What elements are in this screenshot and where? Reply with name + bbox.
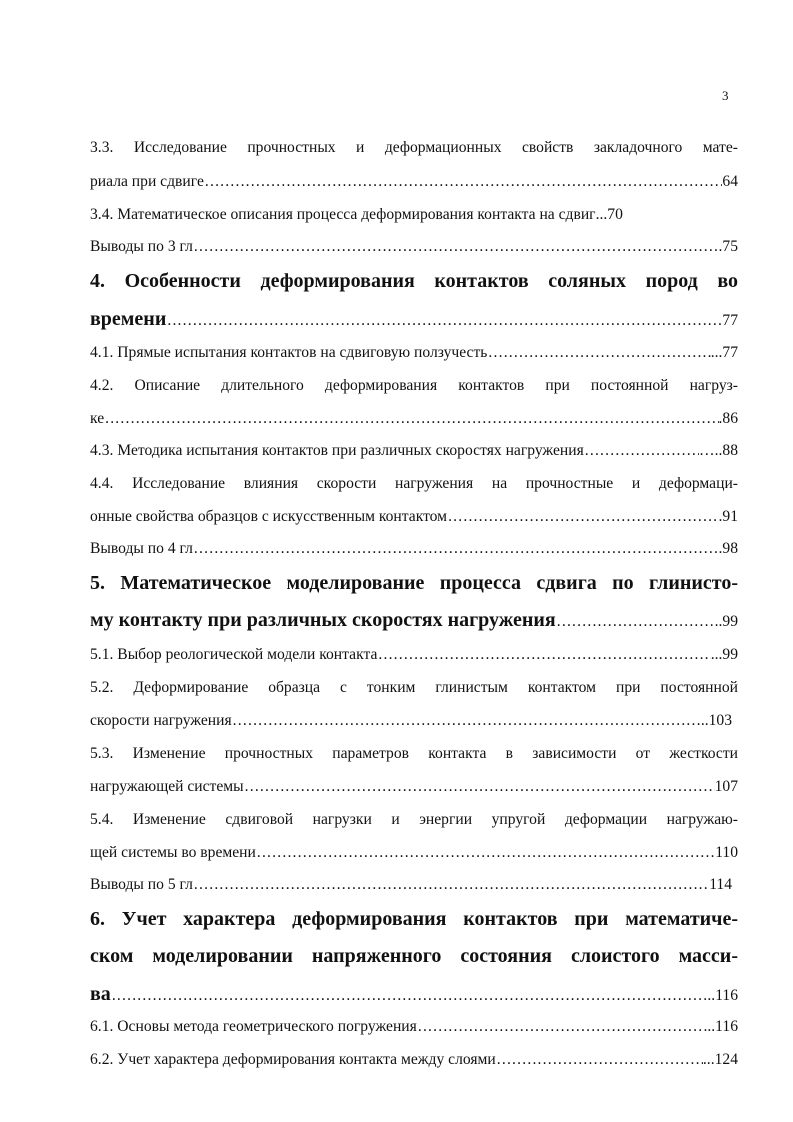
toc-page-ref: ...124 bbox=[702, 1051, 738, 1068]
toc-entry-4-3 bbox=[90, 441, 738, 461]
dot-leader bbox=[194, 539, 719, 559]
toc-entry-3-3 bbox=[90, 172, 738, 192]
toc-chapter-6-line-2: ском моделировании напряженного состояния слоистого масси- bbox=[90, 945, 738, 967]
toc-entry-title: Выводы по 4 гл bbox=[90, 540, 193, 557]
toc-line-5-4: 5.4. Изменение сдвиговой нагрузки и энергии упругой деформации нагружаю- bbox=[90, 811, 738, 828]
toc-page-ref: .75 bbox=[718, 238, 738, 255]
toc-page-ref: ...77 bbox=[710, 344, 738, 361]
toc-entry-title: 4.3. Методика испытания контактов при различных скоростях нагружения bbox=[90, 442, 584, 459]
toc-entry-title: 3.4. Математическое описания процесса деформирования контакта на сдвиг bbox=[90, 206, 596, 223]
toc-entry-title: риала при сдвиге bbox=[90, 173, 204, 190]
page-number: 3 bbox=[722, 88, 729, 103]
toc-chapter-5-line-1: 5. Математическое моделирование процесса сдвига по глинисто- bbox=[90, 572, 738, 594]
toc-entry-5-3 bbox=[90, 777, 738, 797]
toc-page-ref: ..99 bbox=[714, 613, 738, 630]
dot-leader bbox=[418, 1017, 704, 1037]
toc-chapter-6 bbox=[90, 981, 738, 1009]
toc-entry-conclusions-3 bbox=[90, 237, 738, 257]
toc-chapter-5 bbox=[90, 607, 738, 635]
toc-entry-5-1 bbox=[90, 645, 738, 665]
toc-entry-title: Выводы по 3 гл bbox=[90, 238, 193, 255]
toc-entry-3-4 bbox=[90, 205, 738, 225]
toc-entry-title: му контакту при различных скоростях нагружения bbox=[90, 609, 556, 631]
toc-page-ref: ..116 bbox=[707, 987, 738, 1004]
toc-page-ref: .86 bbox=[718, 410, 738, 427]
toc-line-4-2: 4.2. Описание длительного деформирования контактов при постоянной нагруз- bbox=[90, 377, 738, 394]
toc-entry-title: нагружающей системы bbox=[90, 778, 244, 795]
toc-entry-4-4 bbox=[90, 507, 738, 527]
toc-page-ref: 114 bbox=[709, 876, 732, 893]
dot-leader bbox=[245, 777, 715, 797]
toc-entry-conclusions-4 bbox=[90, 539, 738, 559]
toc-entry-title: времени bbox=[90, 308, 167, 330]
toc-line-4-4: 4.4. Исследование влияния скорости нагружения на прочностные и деформаци- bbox=[90, 475, 738, 492]
toc-entry-title: 6.2. Учет характера деформирования контакта между слоями bbox=[90, 1051, 496, 1068]
toc-entry-title: 6.1. Основы метода геометрического погружения bbox=[90, 1018, 417, 1035]
toc-entry-title: 4.1. Прямые испытания контактов на сдвиговую ползучесть bbox=[90, 344, 488, 361]
dot-leader bbox=[167, 308, 722, 334]
toc-entry-title: онные свойства образцов с искусственным контактом bbox=[90, 508, 448, 525]
toc-page-ref: ...116 bbox=[703, 1018, 738, 1035]
toc-entry-title: щей системы во времени bbox=[90, 844, 256, 861]
toc-entry-title: скорости нагружения bbox=[90, 712, 232, 729]
toc-entry-title: Выводы по 5 гл bbox=[90, 876, 193, 893]
toc-page-ref: .98 bbox=[718, 540, 738, 557]
toc-entry-5-4 bbox=[90, 843, 738, 863]
toc-chapter-4 bbox=[90, 306, 738, 334]
dot-leader bbox=[205, 172, 723, 192]
toc-page-ref: ..103 bbox=[700, 712, 732, 729]
dot-leader bbox=[194, 875, 709, 895]
dot-leader bbox=[448, 507, 718, 527]
dot-leader bbox=[585, 441, 699, 461]
toc-entry-5-2 bbox=[90, 711, 732, 731]
toc-entry-6-1 bbox=[90, 1017, 738, 1037]
toc-chapter-6-line-1: 6. Учет характера деформирования контактов при математиче- bbox=[90, 908, 738, 930]
toc-entry-title: ва bbox=[90, 983, 111, 1005]
toc-page-ref: ...99 bbox=[710, 646, 738, 663]
toc-entry-title: ке bbox=[90, 410, 105, 427]
toc-page-ref: 110 bbox=[715, 844, 738, 861]
toc-entry-4-1 bbox=[90, 343, 738, 363]
toc-chapter-4-line-1: 4. Особенности деформирования контактов соляных пород во bbox=[90, 270, 738, 292]
dot-leader bbox=[112, 983, 708, 1009]
dot-leader bbox=[233, 711, 701, 731]
toc-line-5-3: 5.3. Изменение прочностных параметров контакта в зависимости от жесткости bbox=[90, 745, 738, 762]
dot-leader bbox=[488, 343, 710, 363]
toc-entry-conclusions-5 bbox=[90, 875, 732, 895]
dot-leader bbox=[105, 409, 718, 429]
dot-leader bbox=[557, 609, 715, 635]
toc-page-ref: …..88 bbox=[699, 442, 738, 459]
dot-leader bbox=[378, 645, 710, 665]
dot-leader bbox=[497, 1050, 703, 1070]
toc-page-ref: 77 bbox=[722, 312, 738, 329]
dot-leader bbox=[194, 237, 719, 257]
toc-page-ref: ...70 bbox=[595, 206, 623, 223]
toc-page-ref: .91 bbox=[718, 508, 738, 525]
toc-page-ref: 64 bbox=[722, 173, 738, 190]
toc-line-3-3: 3.3. Исследование прочностных и деформационных свойств закладочного мате- bbox=[90, 139, 738, 156]
dot-leader bbox=[257, 843, 715, 863]
toc-page-ref: 107 bbox=[714, 778, 738, 795]
toc-line-5-2: 5.2. Деформирование образца с тонким глинистым контактом при постоянной bbox=[90, 679, 738, 696]
toc-entry-4-2 bbox=[90, 409, 738, 429]
toc-entry-6-2 bbox=[90, 1050, 738, 1070]
toc-entry-title: 5.1. Выбор реологической модели контакта bbox=[90, 646, 378, 663]
